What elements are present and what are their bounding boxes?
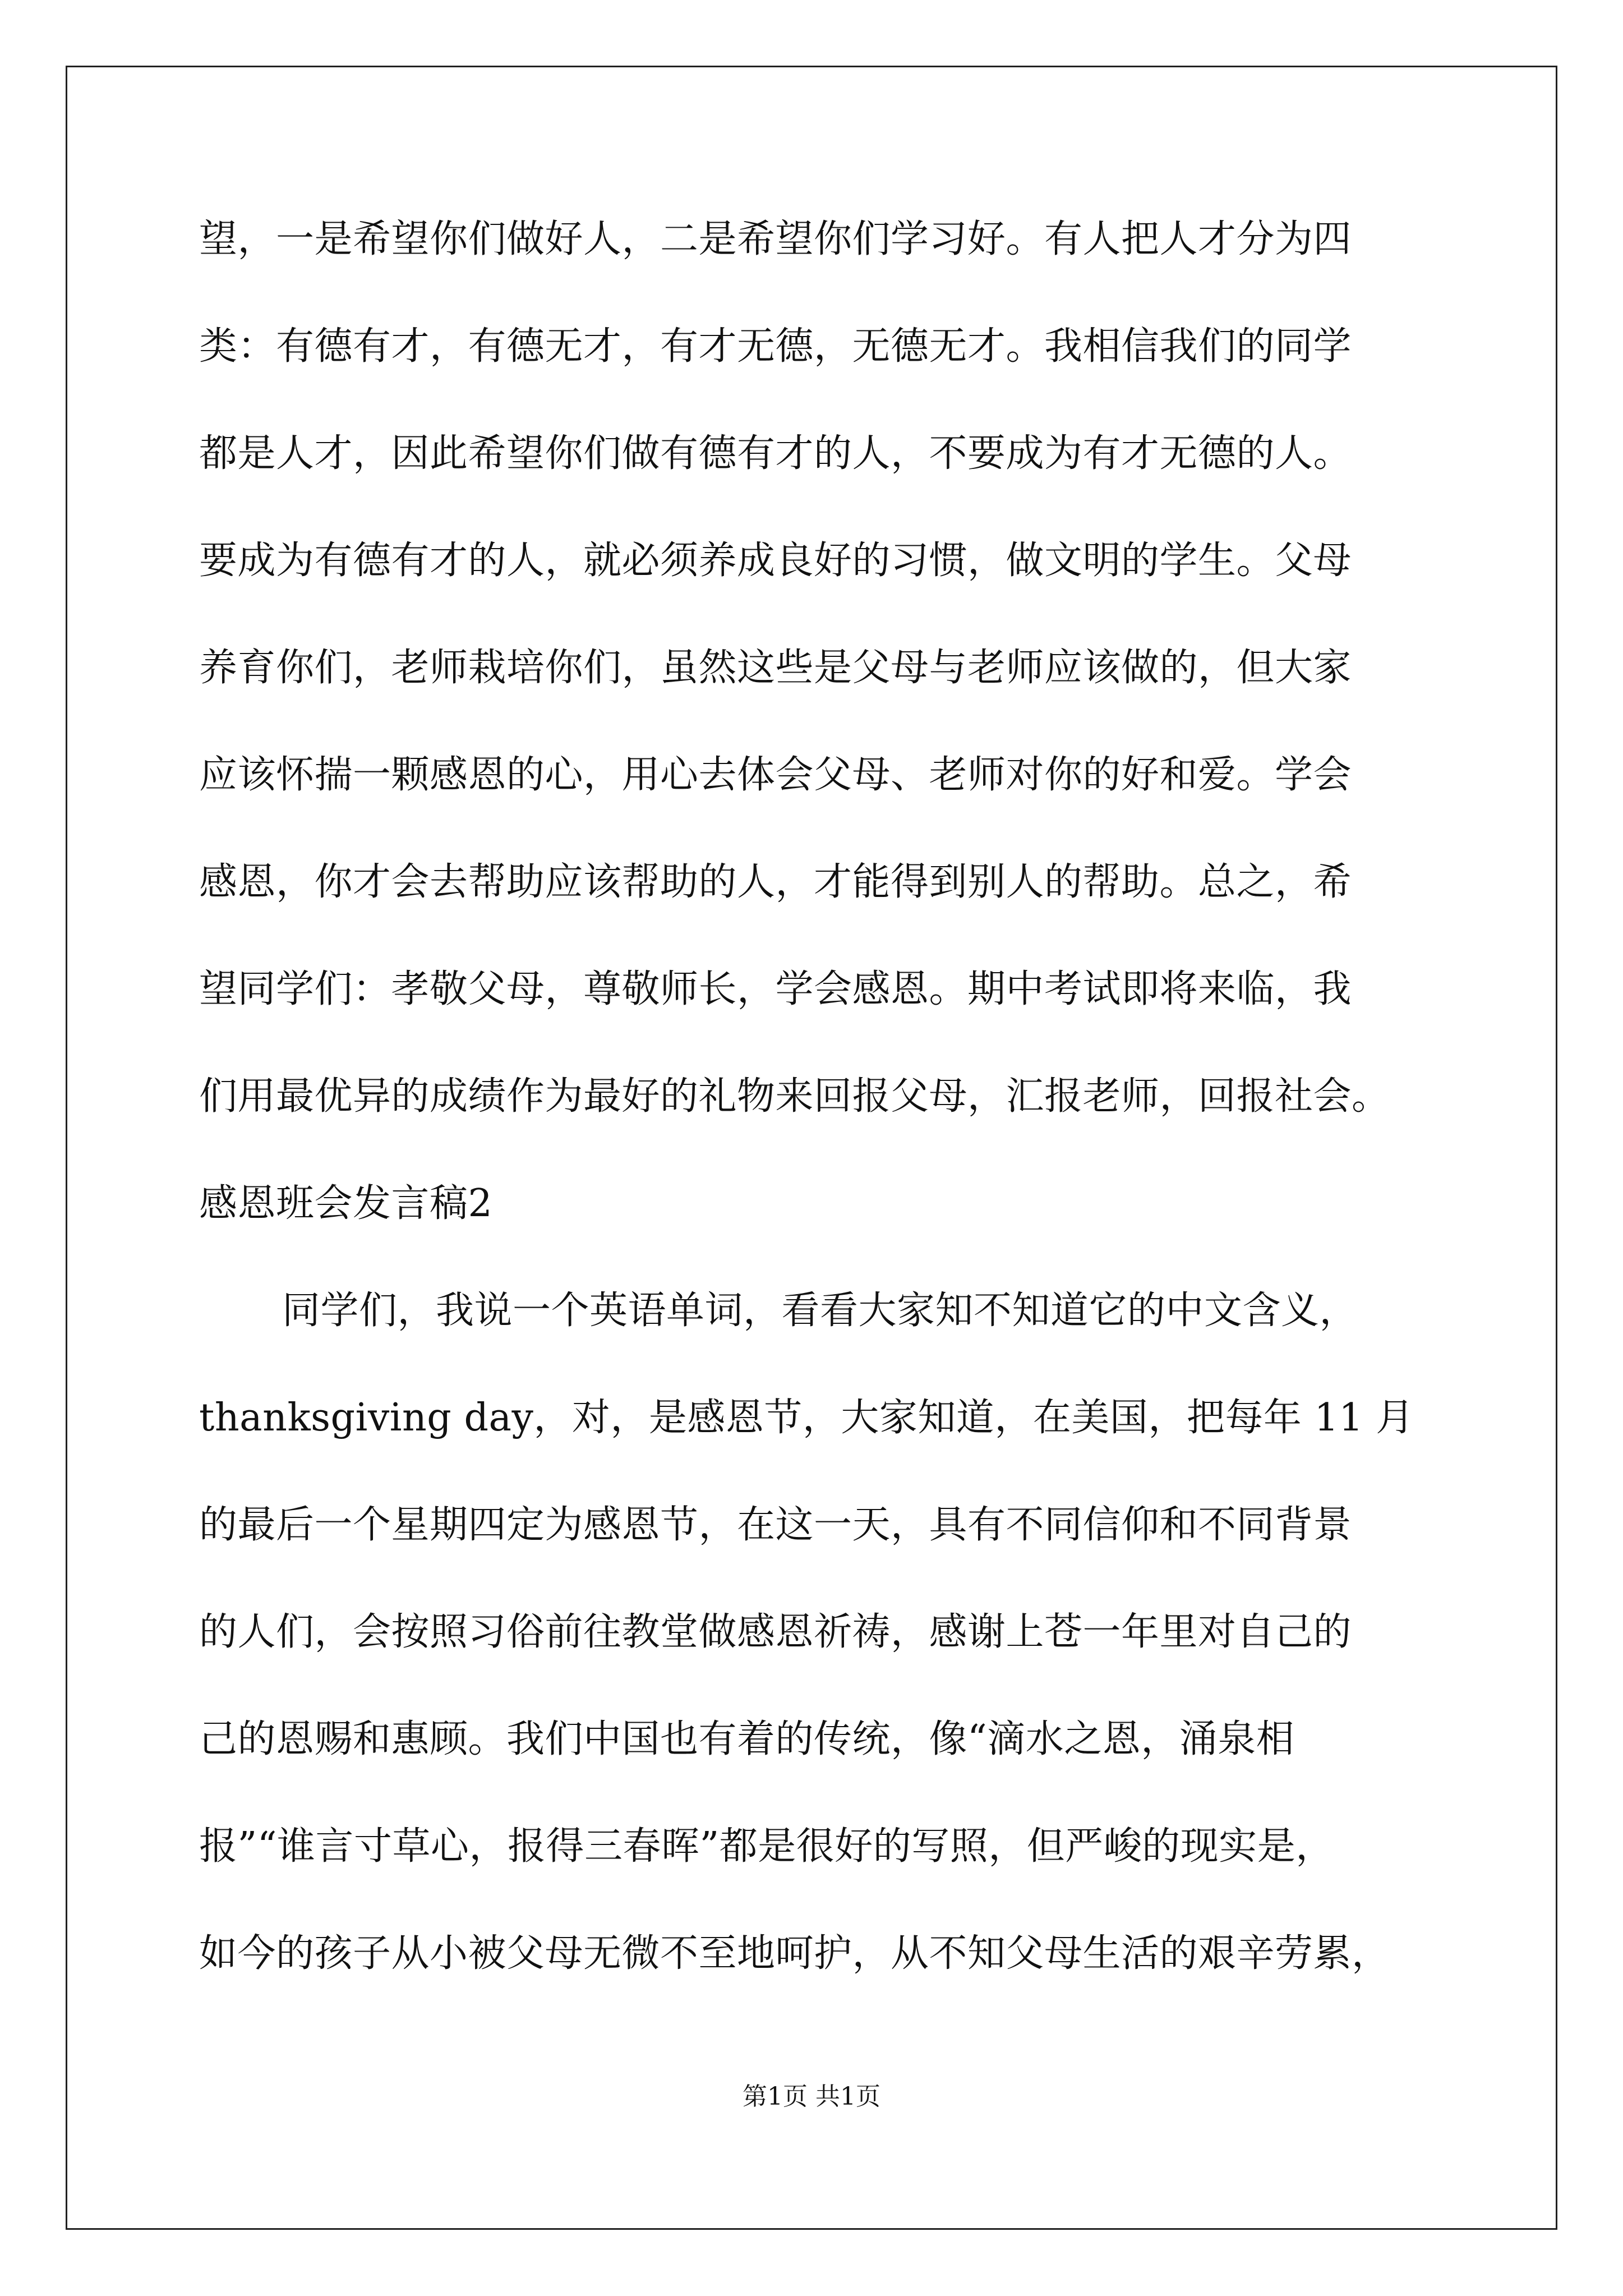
- page-footer: 第1页 共1页: [743, 2082, 880, 2111]
- text-line: 望同学们：孝敬父母，尊敬师长，学会感恩。期中考试即将来临，我: [199, 967, 1352, 1011]
- text-line: 望，一是希望你们做好人，二是希望你们学习好。有人把人才分为四: [199, 217, 1352, 261]
- section-heading: 感恩班会发言稿2: [199, 1181, 493, 1226]
- text-line: 报”“谁言寸草心，报得三春晖”都是很好的写照，但严峻的现实是，: [199, 1824, 1334, 1869]
- text-line: thanksgiving day，对，是感恩节，大家知道，在美国，把每年 11 月: [199, 1396, 1414, 1440]
- text-line: 养育你们，老师栽培你们，虽然这些是父母与老师应该做的，但大家: [199, 646, 1352, 690]
- text-line: 己的恩赐和惠顾。我们中国也有着的传统，像“滴水之恩，涌泉相: [199, 1717, 1295, 1761]
- page-border: [66, 66, 1557, 2230]
- text-line: 都是人才，因此希望你们做有德有才的人，不要成为有才无德的人。: [199, 431, 1352, 476]
- paragraph-first-line: 同学们，我说一个英语单词，看看大家知不知道它的中文含义，: [282, 1289, 1358, 1333]
- text-line: 类：有德有才，有德无才，有才无德，无德无才。我相信我们的同学: [199, 324, 1352, 369]
- text-line: 们用最优异的成绩作为最好的礼物来回报父母，汇报老师，回报社会。: [199, 1074, 1390, 1119]
- text-line: 感恩，你才会去帮助应该帮助的人，才能得到别人的帮助。总之，希: [199, 860, 1352, 904]
- text-line: 的人们，会按照习俗前往教堂做感恩祈祷，感谢上苍一年里对自己的: [199, 1610, 1352, 1654]
- text-line: 的最后一个星期四定为感恩节，在这一天，具有不同信仰和不同背景: [199, 1503, 1352, 1547]
- text-line: 要成为有德有才的人，就必须养成良好的习惯，做文明的学生。父母: [199, 539, 1352, 583]
- text-line: 应该怀揣一颗感恩的心，用心去体会父母、老师对你的好和爱。学会: [199, 753, 1352, 797]
- text-line: 如今的孩子从小被父母无微不至地呵护，从不知父母生活的艰辛劳累，: [199, 1931, 1390, 1976]
